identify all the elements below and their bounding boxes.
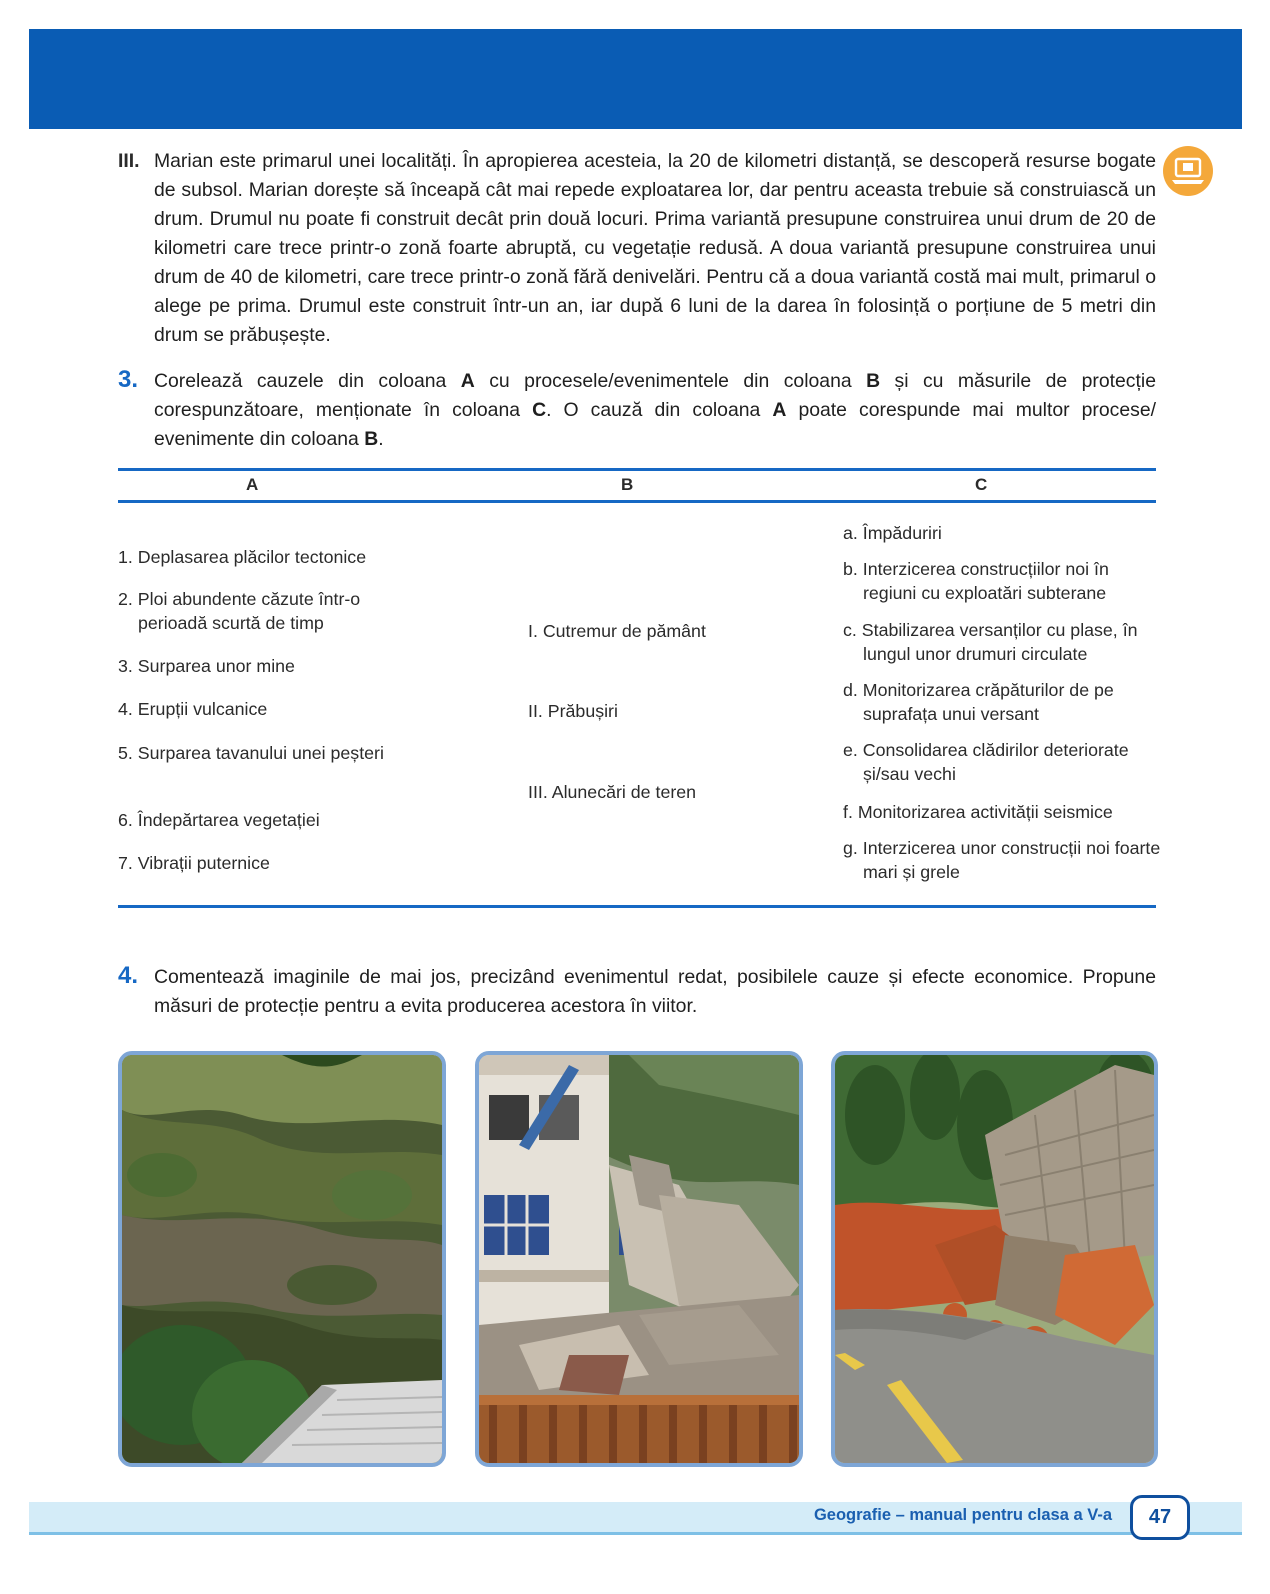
laptop-icon[interactable] (1163, 146, 1213, 196)
exercise-iii (118, 147, 1156, 350)
task-4-number: 4. (118, 962, 139, 989)
measure-item: b. Interzicerea construcțiilor noi în regiuni cu exploatări subterane (843, 559, 1109, 603)
event-item: III. Alunecări de teren (528, 782, 697, 802)
measure-item: a. Împăduriri (843, 523, 942, 543)
table-bottom-rule (118, 905, 1156, 908)
task-3-text: Corelează cauzele din coloana A cu procesele/evenimentele din coloana B și cu măsurile de protecție corespunzătoare, menționate în coloana C. O cauză din coloana A poate corespunde mai multor procese/ evenimente din coloana B. (154, 370, 1156, 450)
event-item: II. Prăbușiri (528, 701, 618, 721)
event-item: I. Cutremur de pământ (528, 621, 706, 641)
cause-item: 1. Deplasarea plăcilor tectonice (118, 547, 367, 567)
header-band (29, 29, 1242, 129)
cause-item: 3. Surparea unor mine (118, 656, 295, 676)
exercise-iii-number: III. (118, 150, 140, 172)
table-top-rule (118, 468, 1156, 471)
cause-item: 7. Vibrații puternice (118, 853, 270, 873)
column-header-b: B (621, 475, 634, 494)
measure-item: g. Interzicerea unor construcții noi foarte mari și grele (843, 838, 1161, 882)
task-4-text: Comentează imaginile de mai jos, precizând evenimentul redat, posibilele cauze și efecte economice. Propune măsuri de protecție pentru a evita producerea acestora în viitor. (154, 966, 1156, 1017)
measure-item: e. Consolidarea clădirilor deteriorate și/sau vechi (843, 740, 1129, 784)
cause-item: 6. Îndepărtarea vegetației (118, 810, 320, 830)
cause-item: 5. Surparea tavanului unei peșteri (118, 743, 384, 763)
footer-line (29, 1532, 1242, 1535)
column-header-c: C (975, 475, 988, 494)
measure-item: f. Monitorizarea activității seismice (843, 802, 1113, 822)
task-3-number: 3. (118, 366, 139, 393)
measure-item: c. Stabilizarea versanților cu plase, în lungul unor drumuri circulate (843, 620, 1138, 664)
measure-item: d. Monitorizarea crăpăturilor de pe suprafața unui versant (843, 680, 1114, 724)
task-4 (118, 963, 1156, 1021)
column-header-a: A (246, 475, 259, 494)
task-3 (118, 367, 1156, 454)
table-header-rule (118, 500, 1156, 503)
page-number: 47 (1130, 1495, 1190, 1540)
cause-item: 2. Ploi abundente căzute într-o perioadă scurtă de timp (118, 589, 361, 633)
exercise-iii-text: Marian este primarul unei localități. În apropierea acesteia, la 20 de kilometri distanță, se descoperă resurse bogate de subsol. Marian dorește să înceapă cât mai repede exploatarea lor, dar pentru aceasta trebuie să construiască un drum. Drumul nu poate fi construit decât prin două locuri. Prima variantă presupune construirea unui drum de 20 de kilometri care trece printr-o zonă foarte abruptă, cu vegetație redusă. A doua variantă presupune construirea unui drum de 40 de kilometri, care trece printr-o zonă fără denivelări. Pentru că a doua variantă costă mai mult, primarul o alege pe prima. Drumul este construit într-un an, iar după 6 luni de la darea în folosință o porțiune de 5 metri din drum se prăbușește. (154, 150, 1156, 346)
landslide-photo (118, 1051, 446, 1467)
rockfall-road-photo (831, 1051, 1158, 1467)
cause-item: 4. Erupții vulcanice (118, 699, 268, 719)
footer-title: Geografie – manual pentru clasa a V-a (813, 1506, 1112, 1524)
collapsed-building-photo (475, 1051, 803, 1467)
